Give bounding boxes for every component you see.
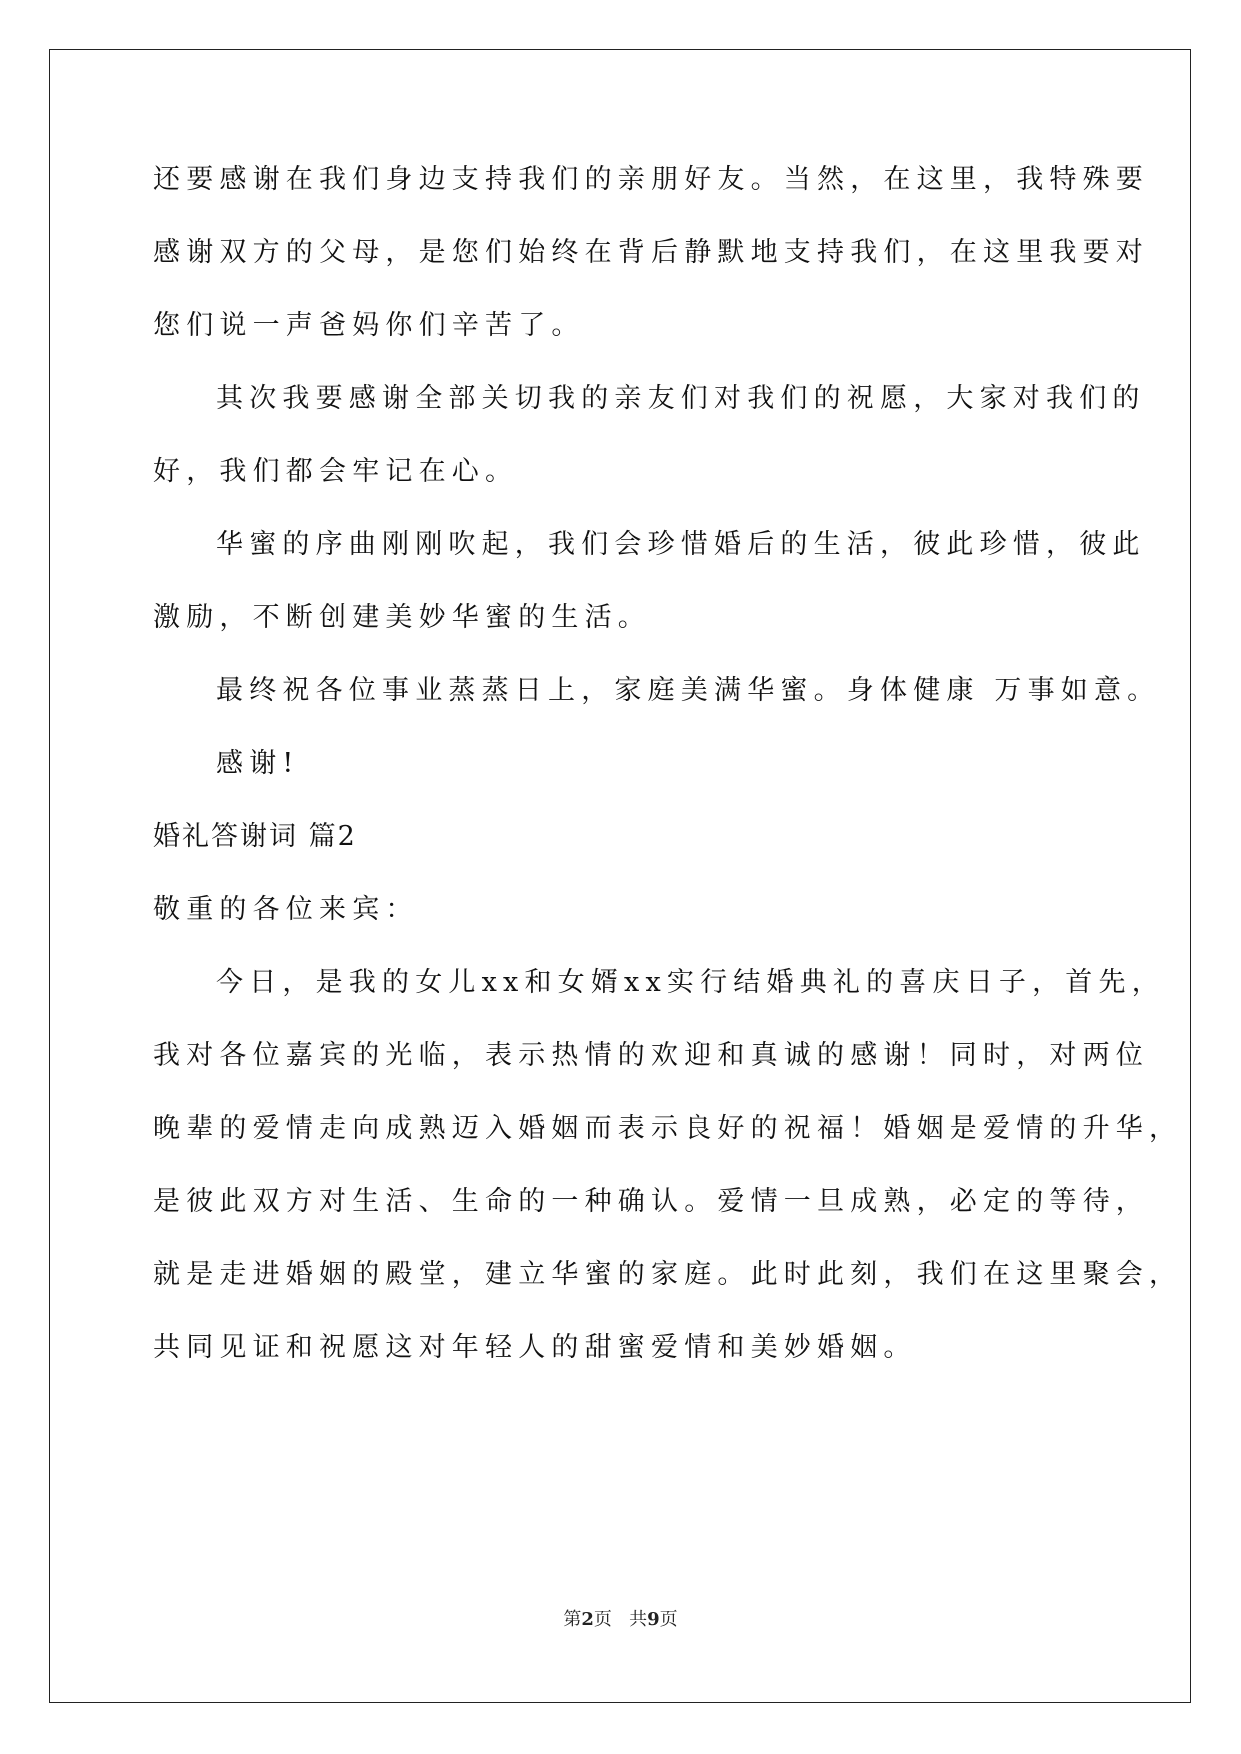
text-line: 最终祝各位事业蒸蒸日上，家庭美满华蜜。身体健康 万事如意。 — [216, 675, 1161, 706]
text-line: 感谢! — [216, 748, 300, 779]
text-line: 我对各位嘉宾的光临，表示热情的欢迎和真诚的感谢！同时，对两位 — [153, 1040, 1149, 1071]
text-line: 晚辈的爱情走向成熟迈入婚姻而表示良好的祝福！婚姻是爱情的升华， — [153, 1113, 1183, 1144]
text-line: 华蜜的序曲刚刚吹起，我们会珍惜婚后的生活，彼此珍惜，彼此 — [216, 529, 1146, 560]
page-prefix: 第 — [563, 1609, 582, 1630]
text-line: 您们说一声爸妈你们辛苦了。 — [153, 310, 585, 341]
page-suffix: 页 — [593, 1609, 612, 1630]
text-line: 共同见证和祝愿这对年轻人的甜蜜爱情和美妙婚姻。 — [153, 1332, 917, 1363]
text-line: 就是走进婚姻的殿堂，建立华蜜的家庭。此时此刻，我们在这里聚会， — [153, 1259, 1183, 1290]
text-line: 今日，是我的女儿xx和女婿xx实行结婚典礼的喜庆日子，首先， — [216, 967, 1165, 998]
text-line: 是彼此双方对生活、生命的一种确认。爱情一旦成熟，必定的等待， — [153, 1186, 1149, 1217]
page-number: 2 — [581, 1609, 594, 1630]
text-line: 其次我要感谢全部关切我的亲友们对我们的祝愿，大家对我们的 — [216, 383, 1146, 414]
salutation: 敬重的各位来宾： — [153, 894, 419, 925]
page-border — [49, 49, 1191, 1703]
page-footer — [0, 1608, 1241, 1632]
total-pages: 9 — [647, 1609, 660, 1630]
total-suffix: 页 — [659, 1609, 678, 1630]
text-line: 感谢双方的父母，是您们始终在背后静默地支持我们，在这里我要对 — [153, 237, 1149, 268]
text-line: 还要感谢在我们身边支持我们的亲朋好友。当然，在这里，我特殊要 — [153, 164, 1149, 195]
text-line: 好，我们都会牢记在心。 — [153, 456, 519, 487]
total-prefix: 共 — [629, 1609, 648, 1630]
text-line: 激励，不断创建美妙华蜜的生活。 — [153, 602, 651, 633]
section-heading: 婚礼答谢词 篇2 — [153, 821, 357, 852]
